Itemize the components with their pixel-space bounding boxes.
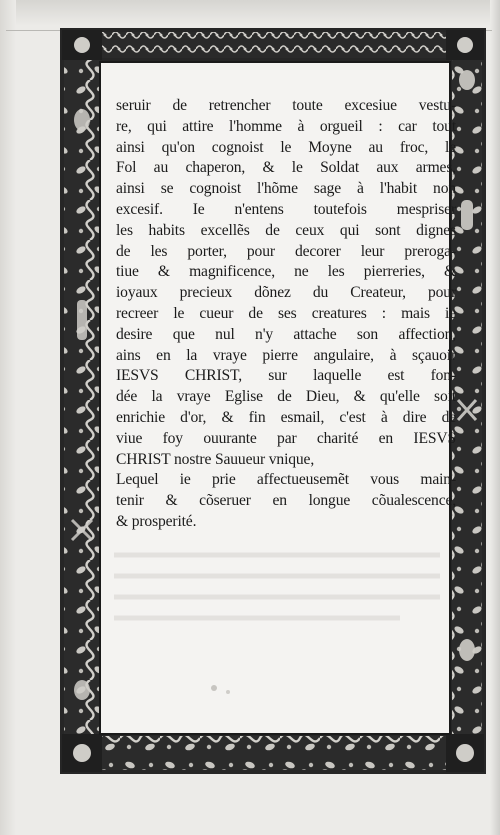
text-line: ains en la vraye pierre angulaire, à sçauoir — [116, 346, 456, 364]
text-line: enrichie d'or, & fin esmail, c'est à dire de — [116, 408, 456, 426]
text-line: excesif. Ie n'entens toutefois mespriser — [116, 200, 456, 218]
text-line: re, qui attire l'homme à orgueil : car tout — [116, 117, 456, 135]
text-line: IESVS CHRIST, sur laquelle est fon- — [116, 367, 456, 385]
text-line: CHRIST nostre Sauueur vnique, — [116, 450, 315, 468]
text-line: dée la vraye Eglise de Dieu, & qu'elle soit — [116, 388, 456, 406]
text-line: Lequel ie prie affectueusemẽt vous main- — [116, 471, 456, 489]
body-text — [116, 96, 456, 566]
text-line: de les porter, pour decorer leur preroga- — [116, 242, 456, 260]
text-line: & prosperité. — [116, 512, 197, 530]
text-line: ainsi se cognoist l'hõme sage à l'habit non — [116, 180, 456, 198]
text-line: ainsi qu'on cognoist le Moyne au froc, le — [116, 138, 456, 156]
text-line: ioyaux precieux dõnez du Createur, pour — [116, 284, 456, 302]
text-line: Fol au chaperon, & le Soldat aux armes, — [116, 159, 456, 177]
text-line: tenir & cõseruer en longue cõualescence, — [116, 492, 456, 510]
text-line: viue foy ouurante par charité en IESVS — [116, 429, 456, 447]
text-line: les habits excellẽs de ceux qui sont dignes — [116, 221, 456, 239]
text-line: recreer le cueur de ses creatures : mais ie — [116, 304, 456, 322]
text-line: tiue & magnificence, ne les pierreries, & — [116, 263, 456, 281]
text-line: seruir de retrencher toute excesiue vestu- — [116, 97, 456, 114]
text-line: desire que nul n'y attache son affection, — [116, 325, 456, 343]
